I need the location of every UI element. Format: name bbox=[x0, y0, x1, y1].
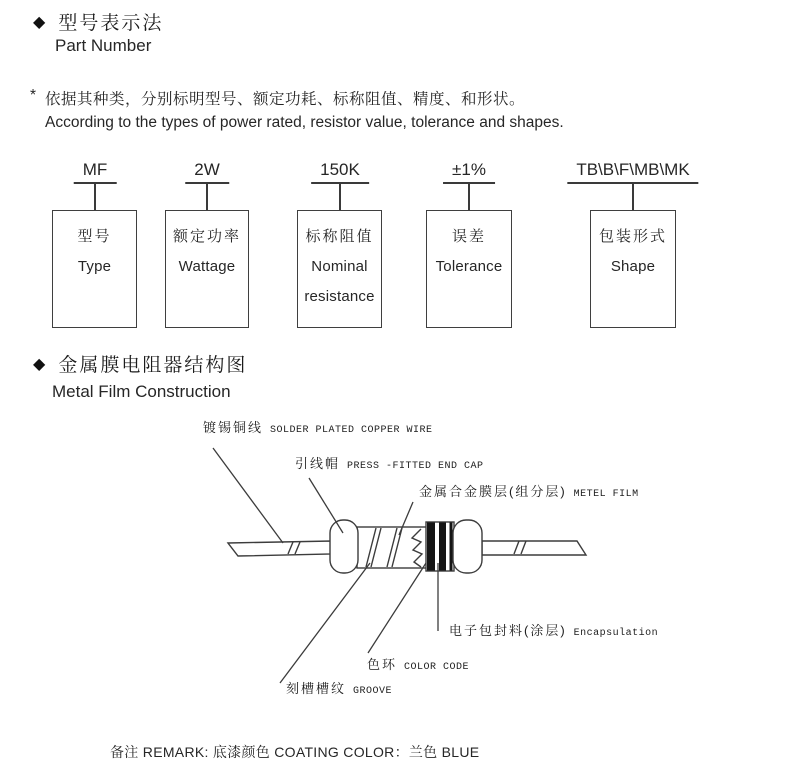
connector-line bbox=[94, 184, 96, 211]
diamond-bullet-icon: ◆ bbox=[33, 13, 46, 31]
part-box-type bbox=[52, 210, 137, 328]
label-cn: 色环 bbox=[367, 657, 398, 672]
leader-copper-wire bbox=[213, 448, 283, 543]
box-label-en: Shape bbox=[610, 258, 656, 275]
right-end-cap bbox=[453, 520, 482, 573]
section1-title-en: Part Number bbox=[55, 36, 152, 55]
part-code-wattage: 2W bbox=[185, 160, 229, 184]
part-code-type: MF bbox=[74, 160, 117, 184]
label-en: GROOVE bbox=[353, 686, 393, 697]
section2-header bbox=[33, 350, 247, 377]
part-box-resistance bbox=[297, 210, 382, 328]
label-en: METEL FILM bbox=[573, 489, 639, 500]
left-end-cap bbox=[330, 520, 358, 573]
label-en: Encapsulation bbox=[573, 628, 659, 639]
box-label-en: Tolerance bbox=[435, 258, 503, 275]
leader-color-code bbox=[368, 563, 426, 653]
label-cn: 引线帽 bbox=[295, 456, 341, 471]
connector-line bbox=[206, 184, 208, 211]
label-end-cap bbox=[295, 453, 484, 472]
label-color-code bbox=[367, 654, 469, 673]
connector-line bbox=[468, 184, 470, 211]
box-label-cn: 额定功率 bbox=[172, 228, 241, 245]
label-encapsulation bbox=[449, 620, 658, 639]
note-line-cn bbox=[30, 87, 525, 109]
leader-end-cap bbox=[309, 478, 343, 533]
label-metal-film bbox=[419, 481, 639, 500]
left-lead-wire bbox=[228, 541, 332, 556]
coating-remark: 备注 REMARK: 底漆颜色 COATING COLOR：兰色 BLUE bbox=[110, 744, 480, 760]
right-lead-wire bbox=[482, 541, 586, 555]
label-cn: 金属合金膜层(组分层) bbox=[419, 484, 567, 499]
part-box-tolerance bbox=[426, 210, 512, 328]
label-copper-wire bbox=[203, 417, 433, 436]
box-label-en: Wattage bbox=[178, 258, 236, 275]
box-label-cn: 误差 bbox=[451, 228, 486, 245]
part-box-wattage bbox=[165, 210, 249, 328]
label-en: PRESS -FITTED END CAP bbox=[347, 461, 484, 472]
leader-groove bbox=[280, 563, 370, 683]
connector-line bbox=[339, 184, 341, 211]
box-label-cn: 标称阻值 bbox=[305, 228, 374, 245]
part-code-tolerance: ±1% bbox=[443, 160, 495, 184]
box-label-cn: 型号 bbox=[77, 228, 112, 245]
section1-title-cn: 型号表示法 bbox=[58, 13, 164, 34]
resistor-drawing bbox=[228, 520, 586, 573]
label-en: COLOR CODE bbox=[404, 662, 470, 673]
box-label-en: Type bbox=[77, 258, 112, 275]
color-band bbox=[427, 523, 435, 571]
color-band bbox=[450, 523, 453, 571]
part-code-shape: TB\B\F\MB\MK bbox=[567, 160, 698, 184]
color-band bbox=[439, 523, 446, 571]
note-marker: * bbox=[30, 87, 37, 104]
note-text-cn: 依据其种类，分别标明型号、额定功耗、标称阻值、精度、和形状。 bbox=[45, 91, 526, 108]
diamond-bullet-icon: ◆ bbox=[33, 355, 46, 373]
label-cn: 电子包封料(涂层) bbox=[449, 623, 567, 638]
part-box-shape bbox=[590, 210, 676, 328]
label-en: SOLDER PLATED COPPER WIRE bbox=[270, 425, 433, 436]
label-groove bbox=[286, 678, 392, 697]
connector-line bbox=[632, 184, 634, 211]
note-text-en: According to the types of power rated, resistor value, tolerance and shapes. bbox=[45, 114, 564, 131]
section2-title-cn: 金属膜电阻器结构图 bbox=[58, 355, 248, 376]
box-label-cn: 包装形式 bbox=[598, 228, 667, 245]
box-label-en: Nominal resistance bbox=[304, 258, 375, 305]
section1-header bbox=[33, 8, 163, 35]
label-cn: 刻槽槽纹 bbox=[286, 681, 347, 696]
part-code-resistance: 150K bbox=[311, 160, 369, 184]
section2-title-en: Metal Film Construction bbox=[52, 382, 231, 401]
label-cn: 镀锡铜线 bbox=[203, 420, 264, 435]
